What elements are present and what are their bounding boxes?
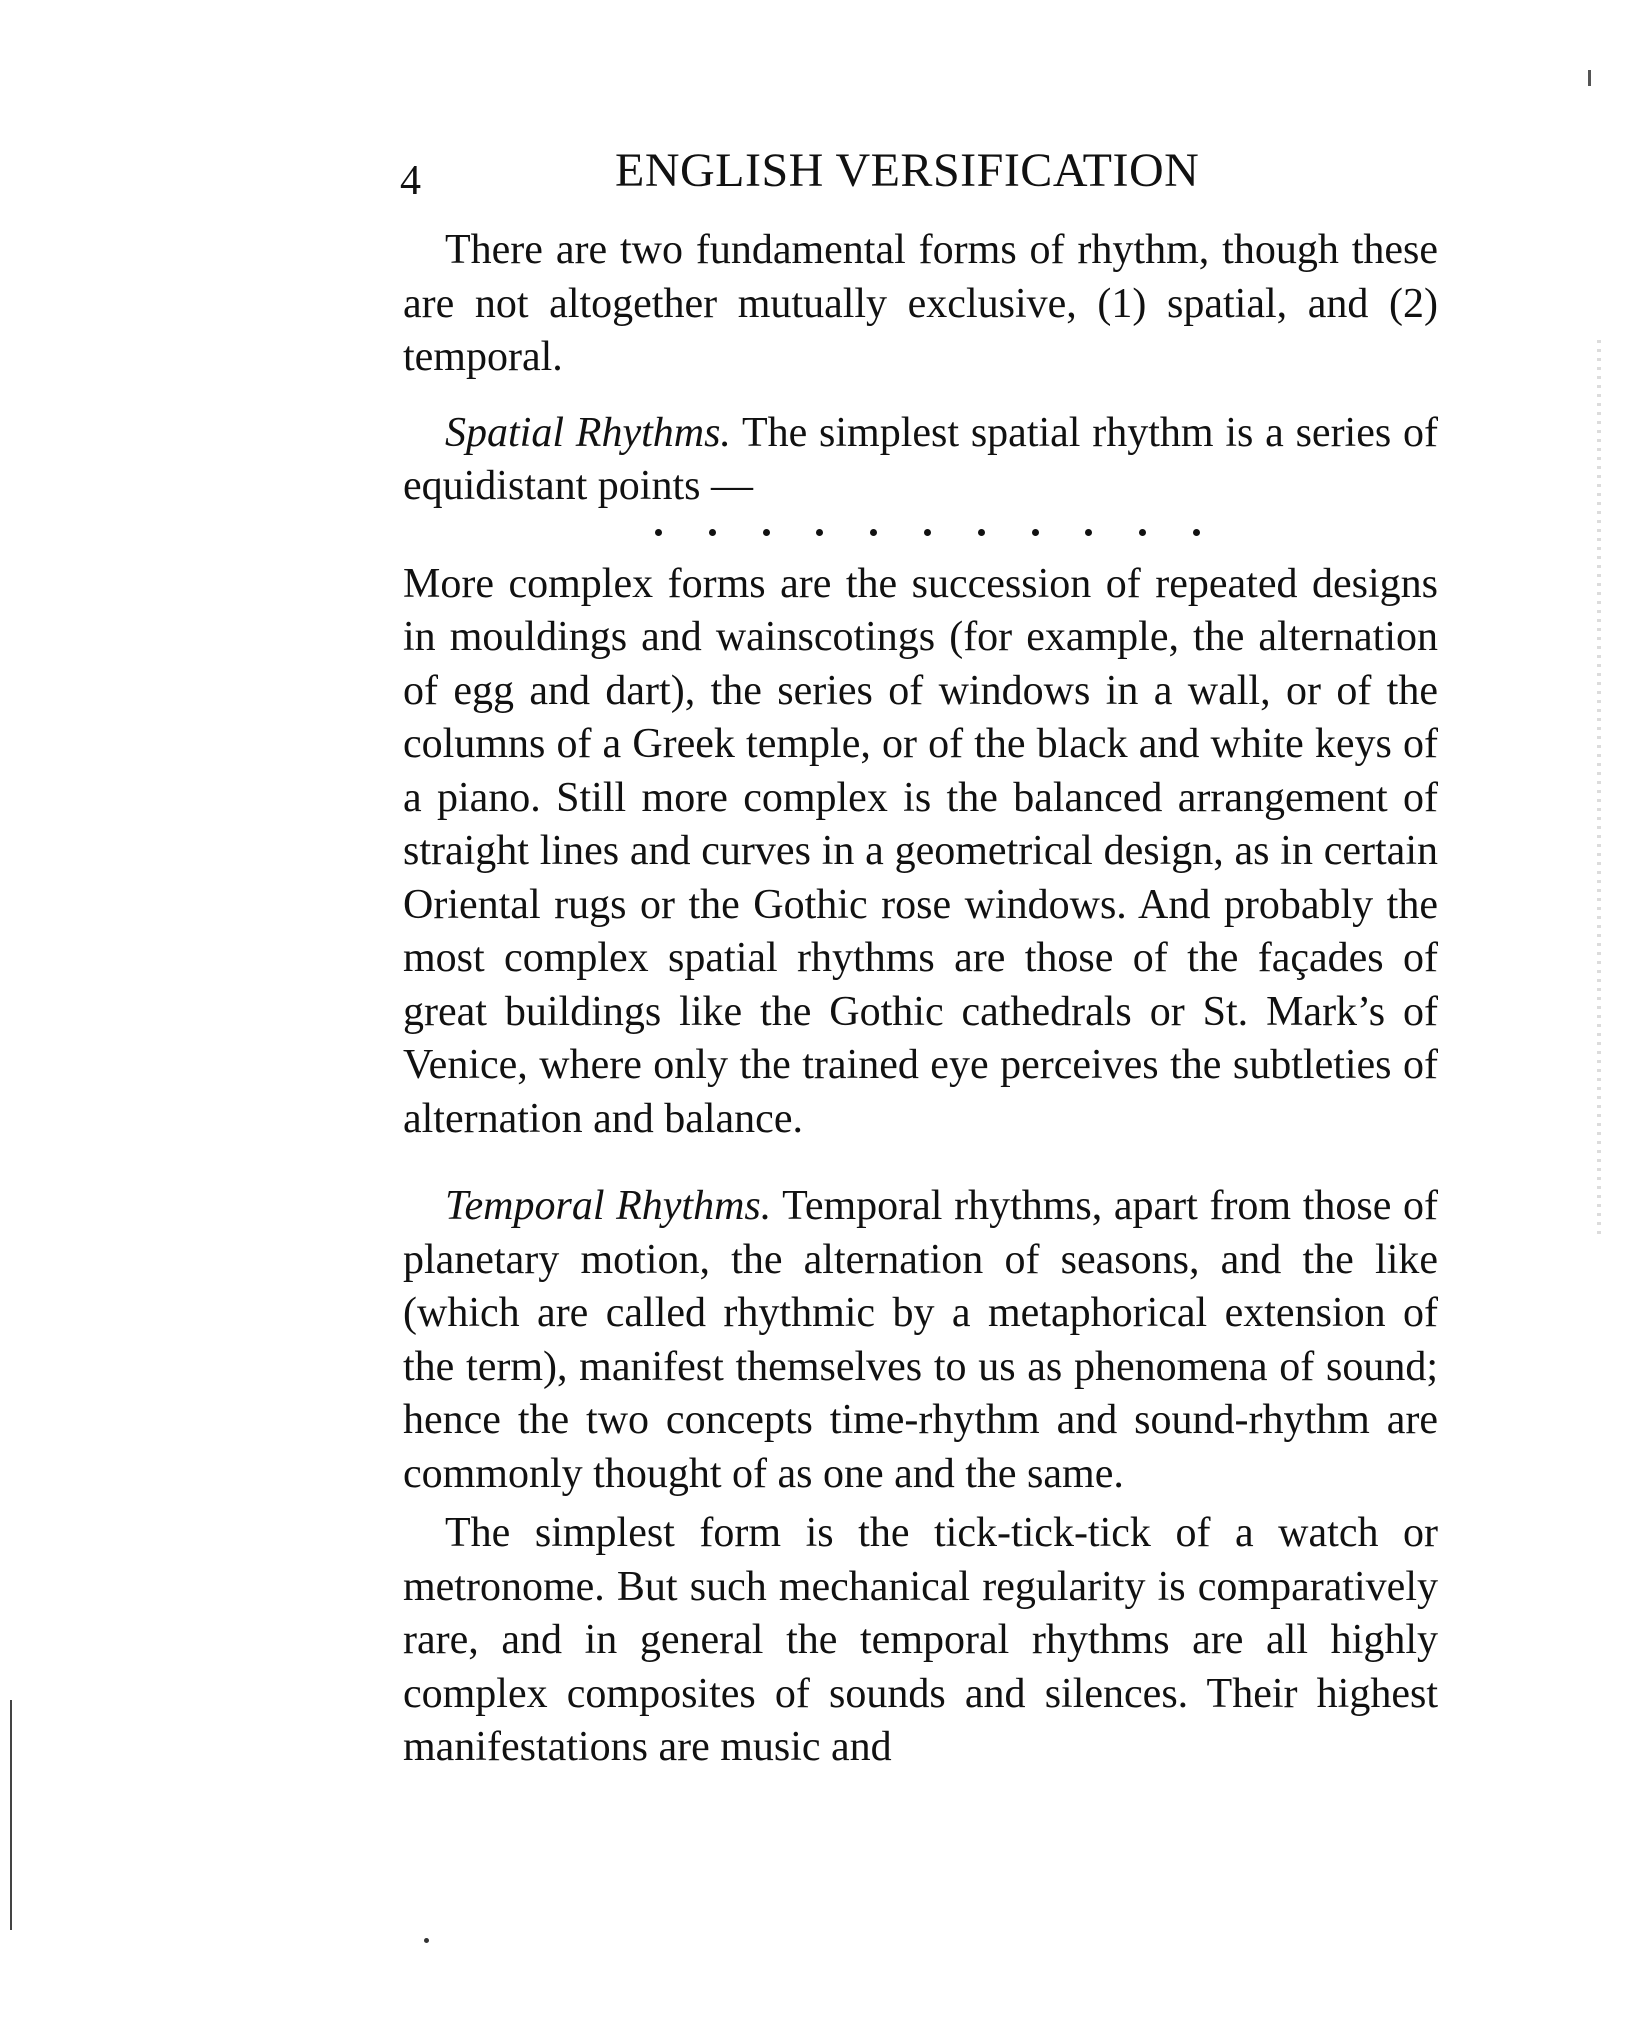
- section-heading-temporal: Temporal Rhythms.: [445, 1183, 772, 1229]
- equidistant-point: [1193, 529, 1200, 536]
- paragraph-spatial-rhythms: [403, 407, 1438, 514]
- temporal-intro-text: Temporal rhythms, apart from those of planetary motion, the alternation of seasons, and the like (which are called rhythmic by a metaphorical extension of the term), manifest themselves to us as phenomena of sound; hence the two concepts time-rhythm and sound-rhythm are commonly thought of as one and the same.: [403, 1183, 1438, 1497]
- section-heading-spatial: Spatial Rhythms.: [445, 409, 731, 456]
- scan-left-edge-line: [10, 1700, 12, 1930]
- equidistant-point: [1032, 529, 1039, 536]
- equidistant-point: [1085, 529, 1092, 536]
- equidistant-point: [763, 529, 770, 536]
- running-head: [400, 143, 1440, 203]
- paragraph-temporal-rhythms: [403, 1180, 1438, 1501]
- scan-margin-speckle: [1597, 340, 1601, 1240]
- spatial-intro-text: The simplest spatial rhythm is a series of equidistant points —: [403, 409, 1438, 509]
- paragraph-simplest-temporal: The simplest form is the tick-tick-tick of a watch or metronome. But such mechanical regularity is comparatively rare, and in general the temporal rhythms are all highly complex composites of sounds and silences. Their highest manifestations are music and: [403, 1510, 1438, 1770]
- body-text: [403, 224, 1438, 1775]
- paragraph-complex-forms: More complex forms are the succession of repeated designs in mouldings and wainscotings (for example, the alternation of egg and dart), the series of windows in a wall, or of the columns of a Greek temple, or of the black and white keys of a piano. Still more complex is the balanced arrangement of straight lines and curves in a geometrical design, as in certain Oriental rugs or the Gothic rose windows. And probably the most complex spatial rhythms are those of the façades of great buildings like the Gothic cathedrals or St. Mark’s of Venice, where only the trained eye perceives the subtleties of alternation and balance.: [403, 560, 1438, 1142]
- paragraph-forms-of-rhythm: There are two fundamental forms of rhythm, though these are not altogether mutually exclusive, (1) spatial, and (2) temporal.: [403, 227, 1438, 380]
- scan-stray-mark: [1588, 70, 1591, 86]
- equidistant-point: [978, 529, 985, 536]
- equidistant-point: [924, 529, 931, 536]
- running-title: ENGLISH VERSIFICATION: [615, 144, 1200, 197]
- equidistant-point: [655, 529, 662, 536]
- scan-stray-dot: [424, 1938, 429, 1943]
- equidistant-point: [709, 529, 716, 536]
- page-number: 4: [400, 158, 421, 204]
- equidistant-point: [816, 529, 823, 536]
- equidistant-points: [655, 514, 1200, 552]
- equidistant-point: [870, 529, 877, 536]
- equidistant-point: [1139, 529, 1146, 536]
